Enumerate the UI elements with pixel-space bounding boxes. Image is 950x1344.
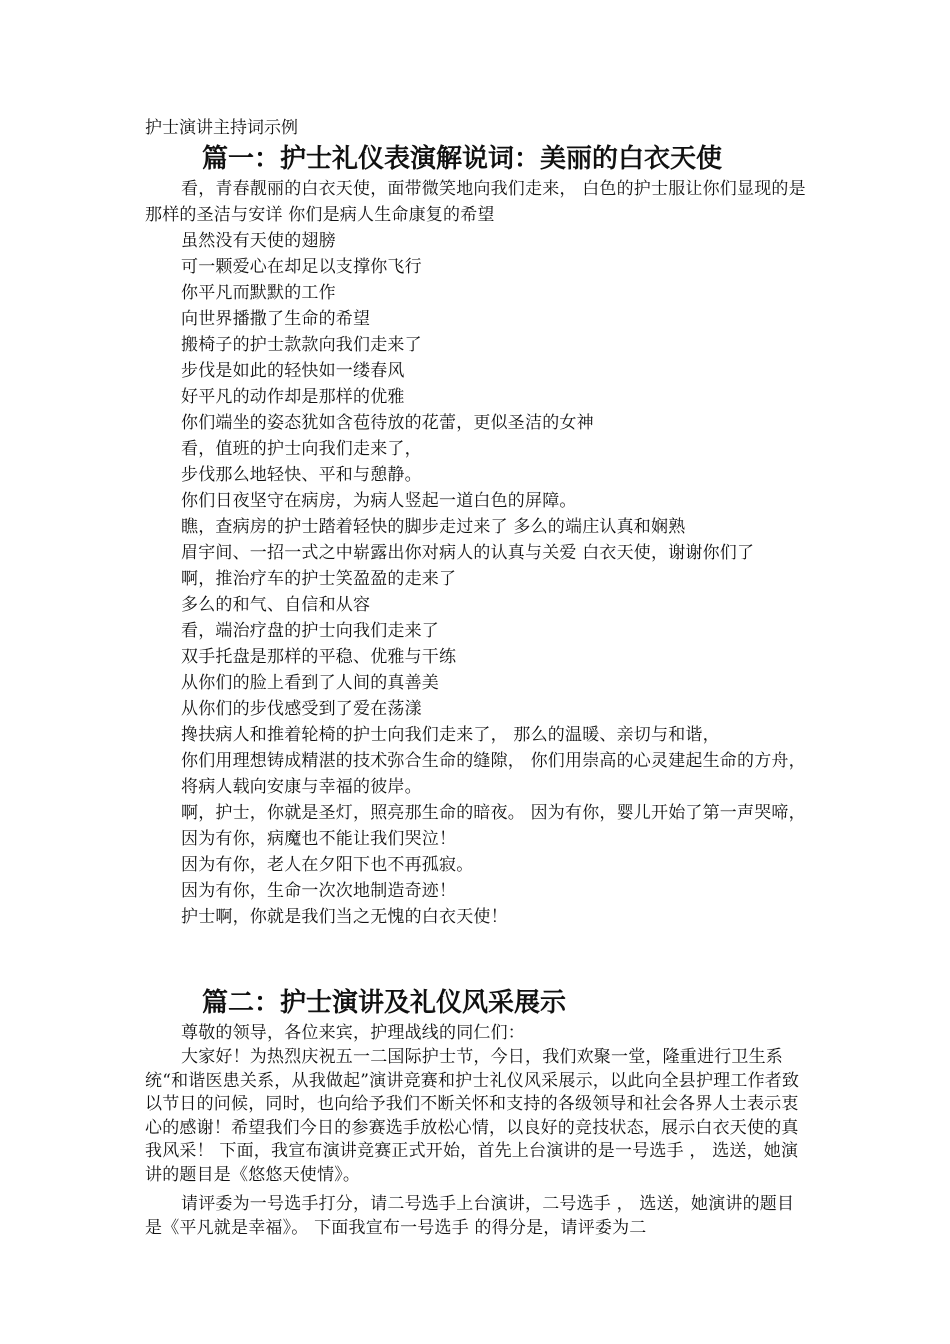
section1-paragraph: 你平凡而默默的工作 (181, 283, 336, 303)
section2-body (145, 1020, 810, 1240)
section1-paragraph: 护士啊，你就是我们当之无愧的白衣天使！ (181, 907, 508, 927)
section1-paragraph: 因为有你，生命一次次地制造奇迹！ (181, 881, 457, 901)
section1-body (145, 176, 810, 930)
section1-paragraph: 从你们的步伐感受到了爱在荡漾 (181, 699, 422, 719)
section1-paragraph: 多么的和气、自信和从容 (181, 595, 371, 615)
section2-heading: 篇二：护士演讲及礼仪风采展示 (202, 988, 567, 1018)
section1-paragraph: 因为有你，老人在夕阳下也不再孤寂。 (181, 855, 474, 875)
section1-paragraph: 可一颗爱心在却足以支撑你飞行 (181, 257, 422, 277)
section1-paragraph: 啊，推治疗车的护士笑盈盈的走来了 (181, 569, 457, 589)
section1-paragraph: 虽然没有天使的翅膀 (181, 231, 336, 251)
section1-paragraph: 你们端坐的姿态犹如含苞待放的花蕾，更似圣洁的女神 (181, 413, 594, 433)
section1-paragraph: 好平凡的动作却是那样的优雅 (181, 387, 405, 407)
section1-paragraph: 因为有你，病魔也不能让我们哭泣！ (181, 829, 457, 849)
section1-paragraph: 向世界播撒了生命的希望 (181, 309, 371, 329)
section1-paragraph: 看，青春靓丽的白衣天使，面带微笑地向我们走来， 白色的护士服让你们显现的是那样的圣洁与安详 你们是病人生命康复的希望 (145, 179, 806, 225)
section1-paragraph: 搀扶病人和推着轮椅的护士向我们走来了， 那么的温暖、亲切与和谐， (181, 725, 720, 745)
section1-paragraph: 看，端治疗盘的护士向我们走来了 (181, 621, 439, 641)
section1-heading: 篇一：护士礼仪表演解说词：美丽的白衣天使 (202, 144, 723, 174)
section1-paragraph: 搬椅子的护士款款向我们走来了 (181, 335, 422, 355)
section1-paragraph: 双手托盘是那样的平稳、优雅与干练 (181, 647, 457, 667)
document-title: 护士演讲主持词示例 (145, 118, 298, 138)
section1-paragraph: 你们用理想铸成精湛的技术弥合生命的缝隙， 你们用崇高的心灵建起生命的方舟， (181, 751, 806, 771)
section1-paragraph: 步伐那么地轻快、平和与憩静。 (181, 465, 422, 485)
section2-paragraph: 尊敬的领导，各位来宾，护理战线的同仁们： (181, 1023, 525, 1043)
section1-paragraph: 啊，护士，你就是圣灯，照亮那生命的暗夜。 因为有你，婴儿开始了第一声哭啼， (181, 803, 806, 823)
section1-paragraph: 瞧，查病房的护士踏着轻快的脚步走过来了 多么的端庄认真和娴熟 (181, 517, 686, 537)
section1-paragraph: 你们日夜坚守在病房，为病人竖起一道白色的屏障。 (181, 491, 577, 511)
section1-paragraph: 眉宇间、一招一式之中崭露出你对病人的认真与关爱 白衣天使，谢谢你们了 (181, 543, 755, 563)
section1-paragraph: 步伐是如此的轻快如一缕春风 (181, 361, 405, 381)
section2-paragraph: 大家好！为热烈庆祝五一二国际护士节，今日，我们欢聚一堂，隆重进行卫生系统“和谐医患关系，从我做起”演讲竞赛和护士礼仪风采展示，以此向全县护理工作者致以节日的问候，同时，也向给予我们不断关怀和支持的各级领导和社会各界人士表示衷心的感谢！希望我们今日的参赛选手放松心情，以良好的竞技状态，展示白衣天使的真我风采！ 下面，我宣布演讲竞赛正式开始，首先上台演讲的是一号选手 ， 选送，她演讲的题目是《悠悠天使情》。 (145, 1047, 800, 1185)
section1-paragraph: 看，值班的护士向我们走来了， (181, 439, 422, 459)
section2-paragraph: 请评委为一号选手打分，请二号选手上台演讲，二号选手 ， 选送，她演讲的题目是《平凡就是幸福》。 下面我宣布一号选手 的得分是，请评委为二 (145, 1194, 795, 1238)
section1-paragraph: 从你们的脸上看到了人间的真善美 (181, 673, 439, 693)
section1-paragraph: 将病人载向安康与幸福的彼岸。 (181, 777, 422, 797)
